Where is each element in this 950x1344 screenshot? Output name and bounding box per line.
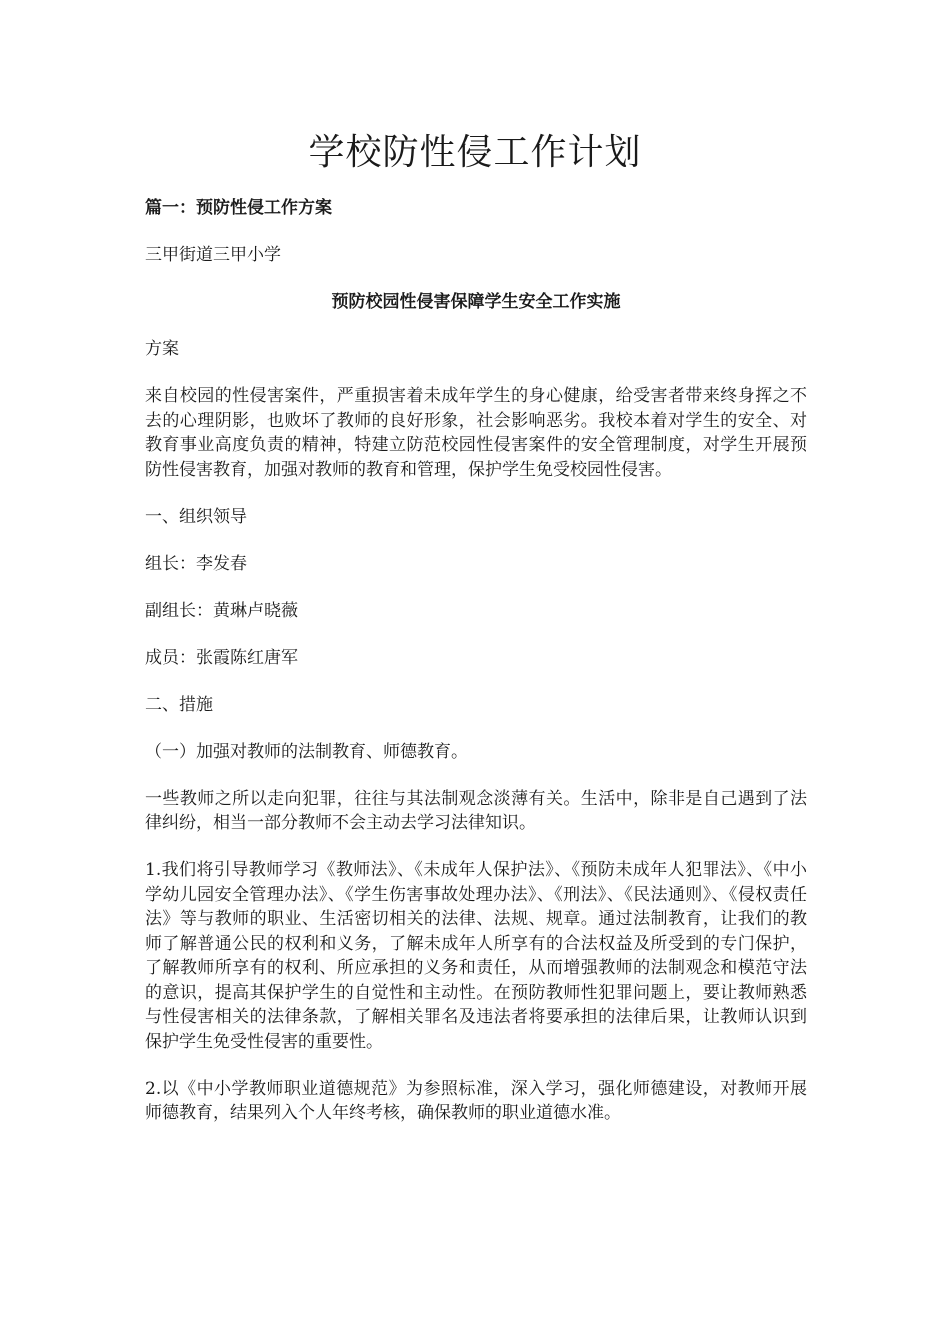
- vice-group-leader: 副组长：黄琳卢晓薇: [145, 600, 298, 621]
- group-members: 成员：张霞陈红唐军: [145, 647, 298, 668]
- measure-1-intro: 一些教师之所以走向犯罪，往往与其法制观念淡薄有关。生活中，除非是自己遇到了法律纠纷，相当一部分教师不会主动去学习法律知识。: [145, 788, 807, 833]
- organization-heading: 一、组织领导: [145, 506, 247, 527]
- section-heading: 篇一：预防性侵工作方案: [145, 198, 332, 218]
- group-leader: 组长：李发春: [145, 553, 247, 574]
- plan-heading-continuation: 方案: [145, 339, 179, 359]
- document-title: 学校防性侵工作计划: [308, 132, 642, 173]
- measure-1-heading: （一）加强对教师的法制教育、师德教育。: [145, 741, 468, 762]
- document-body: [145, 196, 807, 1148]
- intro-paragraph: 来自校园的性侵害案件，严重损害着未成年学生的身心健康，给受害者带来终身挥之不去的心理阴影，也败坏了教师的良好形象，社会影响恶劣。我校本着对学生的安全、对教育事业高度负责的精神，特建立防范校园性侵害案件的安全管理制度，对学生开展预防性侵害教育，加强对教师的教育和管理，保护学生免受校园性侵害。: [145, 386, 807, 480]
- measures-heading: 二、措施: [145, 694, 213, 715]
- plan-heading: 预防校园性侵害保障学生安全工作实施: [331, 292, 621, 312]
- measure-item-2: 2.以《中小学教师职业道德规范》为参照标准，深入学习，强化师德建设，对教师开展师德教育，结果列入个人年终考核，确保教师的职业道德水准。: [145, 1078, 807, 1123]
- school-name: 三甲街道三甲小学: [145, 245, 281, 265]
- measure-item-1: 1.我们将引导教师学习《教师法》、《未成年人保护法》、《预防未成年人犯罪法》、《中小学幼儿园安全管理办法》、《学生伤害事故处理办法》、《刑法》、《民法通则》、《侵权责任法》等与教师的职业、生活密切相关的法律、法规、规章。通过法制教育，让我们的教师了解普通公民的权利和义务，了解未成年人所享有的合法权益及所受到的专门保护，了解教师所享有的权利、所应承担的义务和责任，从而增强教师的法制观念和模范守法的意识，提高其保护学生的自觉性和主动性。在预防教师性犯罪问题上，要让教师熟悉与性侵害相关的法律条款，了解相关罪名及违法者将要承担的法律后果，让教师认识到保护学生免受性侵害的重要性。: [145, 860, 807, 1052]
